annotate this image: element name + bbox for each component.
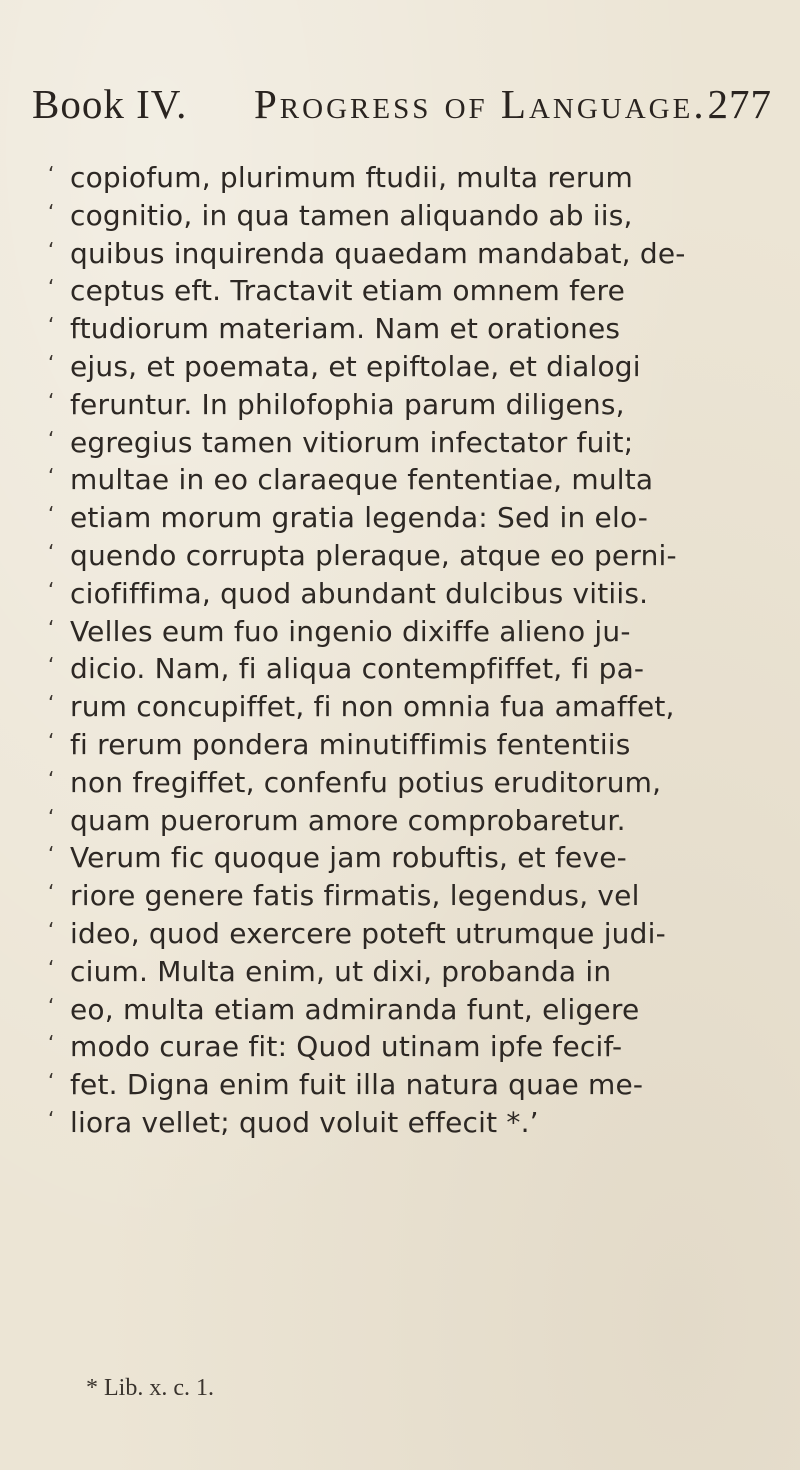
opening-quote-mark: ‘ (48, 917, 55, 942)
line-text: liora vellet; quod voluit effecit *.’ (70, 1105, 539, 1139)
footnote: * Lib. x. c. 1. (86, 1375, 214, 1401)
line-text: dicio. Nam, fi aliqua contempfiffet, fi pa- (70, 652, 645, 686)
text-line (48, 461, 768, 499)
text-line (48, 613, 768, 651)
text-line (48, 537, 768, 575)
opening-quote-mark: ‘ (48, 993, 55, 1018)
line-text: eo, multa etiam admiranda funt, eligere (70, 992, 640, 1026)
opening-quote-mark: ‘ (48, 842, 55, 867)
text-line (48, 348, 768, 386)
line-text: etiam morum gratia legenda: Sed in elo- (70, 501, 649, 535)
line-text: multae in eo claraeque fententiae, multa (70, 463, 654, 497)
opening-quote-mark: ‘ (48, 275, 55, 300)
opening-quote-mark: ‘ (48, 464, 55, 489)
opening-quote-mark: ‘ (48, 199, 55, 224)
text-line (48, 235, 768, 273)
text-line (48, 726, 768, 764)
opening-quote-mark: ‘ (48, 237, 55, 262)
opening-quote-mark: ‘ (48, 728, 55, 753)
page-number: 277 (707, 81, 772, 127)
opening-quote-mark: ‘ (48, 955, 55, 980)
opening-quote-mark: ‘ (48, 502, 55, 527)
text-line (48, 1028, 768, 1066)
opening-quote-mark: ‘ (48, 577, 55, 602)
running-header (32, 80, 772, 140)
line-text: riore genere fatis firmatis, legendus, vel (70, 879, 640, 913)
text-line (48, 915, 768, 953)
text-line (48, 499, 768, 537)
opening-quote-mark: ‘ (48, 615, 55, 640)
opening-quote-mark: ‘ (48, 691, 55, 716)
line-text: ideo, quod exercere poteft utrumque judi- (70, 916, 666, 950)
line-text: cium. Multa enim, ut dixi, probanda in (70, 954, 612, 988)
text-line (48, 764, 768, 802)
text-line (48, 1066, 768, 1104)
text-line (48, 877, 768, 915)
opening-quote-mark: ‘ (48, 880, 55, 905)
text-line (48, 688, 768, 726)
line-text: fet. Digna enim fuit illa natura quae me- (70, 1068, 644, 1102)
line-text: non fregiffet, confenfu potius eruditorum, (70, 765, 662, 799)
line-text: fi rerum pondera minutiffimis fententiis (70, 727, 631, 761)
text-line (48, 197, 768, 235)
chapter-title: Progress of Language. (254, 81, 707, 127)
line-text: quendo corrupta pleraque, atque eo perni- (70, 538, 677, 572)
opening-quote-mark: ‘ (48, 313, 55, 338)
text-line (48, 424, 768, 462)
text-line (48, 839, 768, 877)
opening-quote-mark: ‘ (48, 766, 55, 791)
line-text: ceptus eft. Tractavit etiam omnem fere (70, 274, 626, 308)
line-text: modo curae fit: Quod utinam ipfe fecif- (70, 1030, 623, 1064)
line-text: Verum fic quoque jam robuftis, et feve- (70, 841, 627, 875)
opening-quote-mark: ‘ (48, 653, 55, 678)
line-text: rum concupiffet, fi non omnia fua amaffet, (70, 690, 675, 724)
opening-quote-mark: ‘ (48, 1069, 55, 1094)
text-line (48, 386, 768, 424)
text-line (48, 310, 768, 348)
opening-quote-mark: ‘ (48, 426, 55, 451)
text-line (48, 802, 768, 840)
opening-quote-mark: ‘ (48, 162, 55, 186)
line-text: feruntur. In philofophia parum diligens, (70, 387, 625, 421)
line-text: copiofum, plurimum ftudii, multa rerum (70, 161, 633, 194)
line-text: ejus, et poemata, et epiftolae, et dialogi (70, 349, 641, 383)
opening-quote-mark: ‘ (48, 1031, 55, 1056)
opening-quote-mark: ‘ (48, 539, 55, 564)
text-line (48, 991, 768, 1029)
line-text: Velles eum fuo ingenio dixiffe alieno ju- (70, 614, 631, 648)
line-text: quam puerorum amore comprobaretur. (70, 803, 626, 837)
text-line (48, 650, 768, 688)
quoted-latin-passage (48, 159, 768, 1142)
text-line (48, 272, 768, 310)
line-text: ciofiffima, quod abundant dulcibus vitiis. (70, 576, 649, 610)
line-text: cognitio, in qua tamen aliquando ab iis, (70, 198, 633, 232)
opening-quote-mark: ‘ (48, 350, 55, 375)
text-line (48, 575, 768, 613)
text-line (48, 1104, 768, 1142)
text-line (48, 953, 768, 991)
book-number: Book IV. (32, 81, 188, 127)
opening-quote-mark: ‘ (48, 804, 55, 829)
line-text: ftudiorum materiam. Nam et orationes (70, 312, 621, 346)
text-line (48, 159, 768, 197)
line-text: egregius tamen vitiorum infectator fuit; (70, 425, 634, 459)
opening-quote-mark: ‘ (48, 1106, 55, 1131)
opening-quote-mark: ‘ (48, 388, 55, 413)
line-text: quibus inquirenda quaedam mandabat, de- (70, 236, 686, 270)
